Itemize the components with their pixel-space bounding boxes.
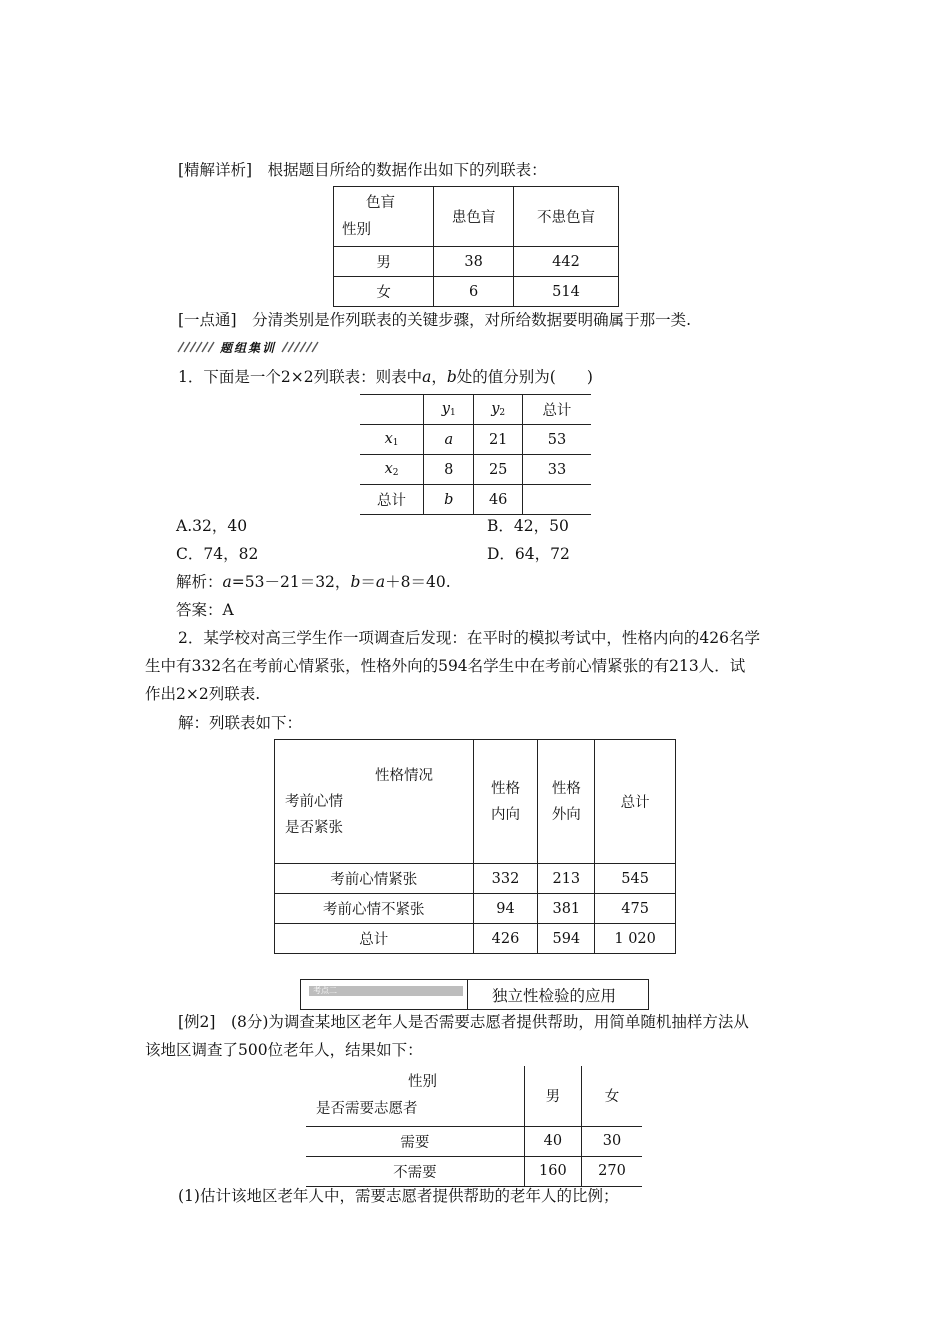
table1-row-label: 女 [334,277,434,307]
hatch-right-icon [280,341,320,353]
ex2-cell: 40 [524,1126,581,1156]
table1-col-header: 不患色盲 [514,187,619,247]
y-label: y [491,401,500,417]
hatch-left-icon [176,341,216,353]
q1-cell: 53 [522,425,591,455]
q2-line3: 作出2×2列联表. [145,685,261,703]
q1-cell: 25 [474,455,522,485]
solution-part: ＝ [360,573,376,591]
q2-cell: 381 [538,894,595,924]
q1-option-a: A.32，40 [176,517,248,535]
q1-option-b: B．42，50 [487,517,569,535]
q2-solution-label: 解：列联表如下： [178,714,303,732]
q2-row-label: 考前心情紧张 [275,864,474,894]
solution-part: =53－21＝32， [231,573,351,591]
q1-option-d: D．64，72 [487,545,570,563]
q2-corner-bot: 是否紧张 [285,819,343,836]
table1-cell: 38 [434,247,514,277]
example2-question1: (1)估计该地区老年人中，需要志愿者提供帮助的老年人的比例； [178,1187,619,1205]
q1-var-b: b [446,368,457,386]
solution-part: ＋8＝40. [385,573,451,591]
example2-line2: 该地区调查了500位老年人，结果如下： [145,1041,423,1059]
solution-part: b [350,573,361,591]
ex2-cell: 160 [524,1156,581,1186]
q1-col-y2 [474,395,522,425]
q1-row-x1 [360,425,424,455]
subscript: 2 [392,468,399,478]
analysis-text: 根据题目所给的数据作出如下的列联表： [267,161,547,179]
q2-col-text: 外向 [551,806,581,823]
q2-col-text: 性格 [551,780,581,797]
subscript: 2 [499,408,506,418]
q1-solution [176,572,451,592]
q1-comma: ， [431,368,447,386]
q1-row-x2 [360,455,424,485]
topic-badge-bar [309,986,463,996]
q2-corner-top: 性格情况 [375,767,433,784]
topic-badge-text: 考点二 [313,985,337,995]
table1-cell: 6 [434,277,514,307]
ex2-col-male: 男 [524,1066,581,1126]
q1-cell: 46 [474,485,522,515]
q2-cell: 426 [473,924,538,954]
q2-cell: 332 [473,864,538,894]
table1-cell: 442 [514,247,619,277]
q2-col-introvert [473,740,538,864]
q2-col-total: 总计 [595,740,676,864]
q2-table-corner [275,740,474,864]
tip-tag: [一点通] [178,311,237,329]
tip-line [178,310,691,330]
q1-cell: a [424,425,474,455]
q1-cell: 8 [424,455,474,485]
q1-option-c: C．74，82 [176,545,259,563]
volunteer-table [306,1066,642,1187]
section-banner [176,340,320,354]
table1-col-header: 患色盲 [434,187,514,247]
q1-cell: 21 [474,425,522,455]
q2-row-label: 考前心情不紧张 [275,894,474,924]
q2-cell: 213 [538,864,595,894]
q1-table [360,394,591,515]
ex2-cell: 30 [581,1126,642,1156]
x-label: x [384,461,393,477]
solution-label: 解析： [176,573,223,591]
q1-col-y1 [424,395,474,425]
q1-col-total: 总计 [522,395,591,425]
example2-line1: [例2] (8分)为调查某地区老年人是否需要志愿者提供帮助，用简单随机抽样方法从 [178,1013,749,1031]
q2-col-extrovert [538,740,595,864]
q1-cell: b [424,485,474,515]
table1-row-label: 男 [334,247,434,277]
ex2-corner-bot: 是否需要志愿者 [316,1100,418,1117]
q1-cell: 33 [522,455,591,485]
q2-line1: 2．某学校对高三学生作一项调查后发现：在平时的模拟考试中，性格内向的426名学 [178,629,760,647]
ex2-row-label: 不需要 [306,1156,524,1186]
q2-line2: 生中有332名在考前心情紧张，性格外向的594名学生中在考前心情紧张的有213人．试 [145,657,746,675]
section-banner-text: 题组集训 [220,340,277,355]
table1-corner-bottom: 性别 [342,221,371,238]
q2-cell: 1 020 [595,924,676,954]
q2-col-text: 性格 [490,780,520,797]
ex2-cell: 270 [581,1156,642,1186]
q1-text-after: 处的值分别为( ) [456,368,593,386]
tip-text: 分清类别是作列联表的关键步骤，对所给数据要明确属于那一类. [252,311,692,329]
q1-var-a: a [422,368,432,386]
topic-badge-area [301,980,467,1009]
subscript: 1 [392,438,399,448]
y-label: y [441,401,450,417]
topic-title: 独立性检验的应用 [467,980,616,1009]
colorblind-table [333,186,619,307]
q2-cell: 94 [473,894,538,924]
q1-text [178,367,593,387]
table1-corner [334,187,434,247]
q2-corner-mid: 考前心情 [285,793,343,810]
x-label: x [384,431,393,447]
ex2-row-label: 需要 [306,1126,524,1156]
ex2-table-corner [306,1066,524,1126]
ex2-corner-top: 性别 [408,1073,437,1090]
anxiety-table [274,739,676,954]
q1-row-total: 总计 [360,485,424,515]
solution-part: a [375,573,386,591]
q1-cell [522,485,591,515]
topic-banner [300,979,649,1010]
q2-cell: 545 [595,864,676,894]
q1-answer: 答案：A [176,601,234,619]
table1-cell: 514 [514,277,619,307]
analysis-tag: [精解详析] [178,161,253,179]
q1-table-corner [360,395,424,425]
q2-row-label: 总计 [275,924,474,954]
q2-cell: 475 [595,894,676,924]
q2-cell: 594 [538,924,595,954]
table1-corner-top: 色盲 [366,194,395,211]
solution-part: a [222,573,232,591]
ex2-col-female: 女 [581,1066,642,1126]
subscript: 1 [450,408,456,418]
q1-text-before: 1．下面是一个2×2列联表：则表中 [178,368,423,386]
analysis-line [178,160,547,180]
q2-col-text: 内向 [490,806,520,823]
